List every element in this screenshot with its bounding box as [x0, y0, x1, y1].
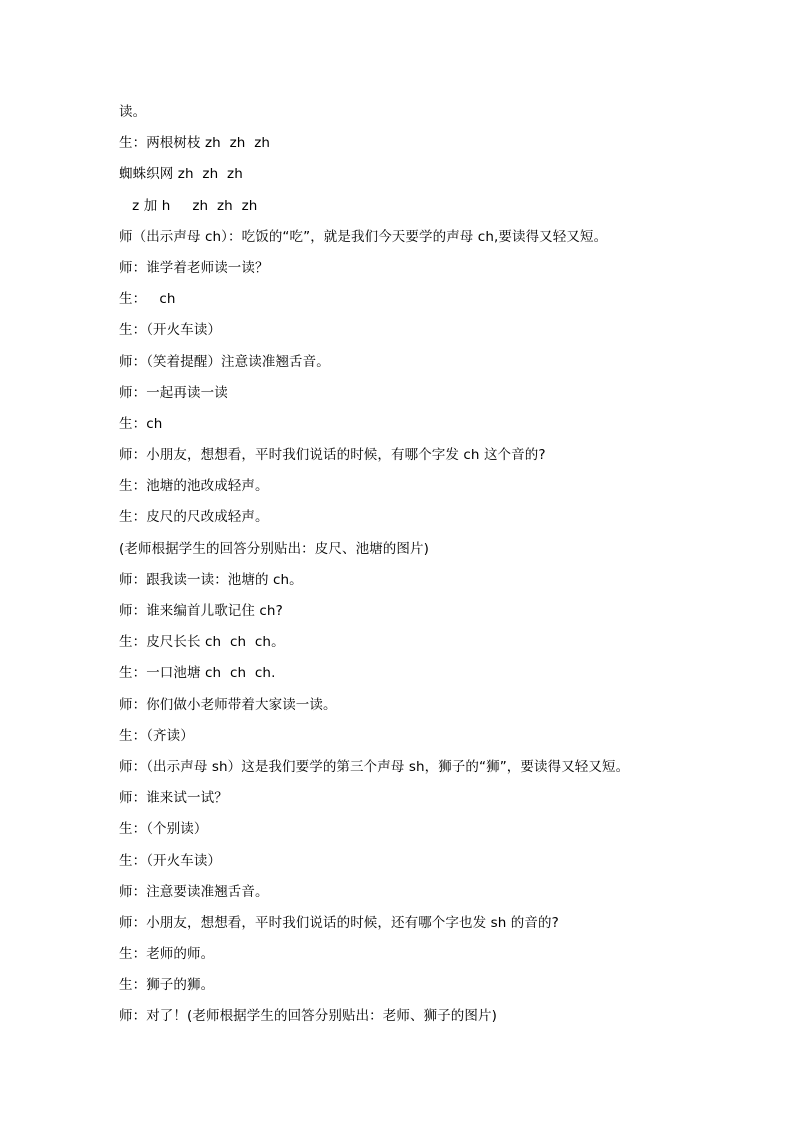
text-line: 生：ch	[119, 415, 163, 432]
text-line: 生：（齐读）	[119, 727, 194, 744]
text-line: 蜘蛛织网 zh zh zh	[119, 166, 243, 183]
text-line: 生：狮子的狮。	[119, 977, 215, 994]
text-line: 师：一起再读一读	[119, 384, 228, 401]
text-line: 师：小朋友，想想看，平时我们说话的时候，还有哪个字也发 sh 的音的?	[119, 914, 559, 931]
text-line: 师：对了！(老师根据学生的回答分别贴出：老师、狮子的图片)	[119, 1008, 497, 1025]
text-line: 师：谁来试一试？	[119, 790, 228, 807]
text-line: 生：皮尺的尺改成轻声。	[119, 509, 269, 526]
text-line: z 加 h zh zh zh	[119, 197, 258, 214]
text-line: 生： ch	[119, 291, 176, 308]
text-line: 师：小朋友，想想看，平时我们说话的时候，有哪个字发 ch 这个音的?	[119, 447, 546, 464]
text-line: 读。	[119, 104, 147, 120]
text-line: 生：一口池塘 ch ch ch.	[119, 665, 276, 682]
text-line: 生：两根树枝 zh zh zh	[119, 135, 271, 152]
text-line: 师：跟我读一读：池塘的 ch。	[119, 571, 303, 588]
dialogue-text	[119, 101, 759, 1037]
text-line: 师：谁来编首儿歌记住 ch?	[119, 603, 283, 619]
text-line: 生：皮尺长长 ch ch ch。	[119, 634, 285, 651]
text-line: 师：你们做小老师带着大家读一读。	[119, 696, 337, 713]
text-line: 师：（笑着提醒）注意读准翘舌音。	[119, 353, 330, 370]
text-line: 师：注意要读准翘舌音。	[119, 883, 269, 900]
text-line: 生：（开火车读）	[119, 852, 222, 869]
text-line: 生：（个别读）	[119, 821, 208, 838]
text-line: (老师根据学生的回答分别贴出：皮尺、池塘的图片)	[119, 540, 429, 557]
text-line: 师（出示声母 ch）：吃饭的“吃”，就是我们今天要学的声母 ch,要读得又轻又短。	[119, 228, 608, 245]
text-line: 生：池塘的池改成轻声。	[119, 478, 269, 495]
text-line: 生：老师的师。	[119, 946, 215, 963]
text-line: 师：谁学着老师读一读？	[119, 259, 269, 276]
text-line: 生：（开火车读）	[119, 322, 222, 339]
text-line: 师：（出示声母 sh）这是我们要学的第三个声母 sh，狮子的“狮”，要读得又轻又短。	[119, 758, 630, 775]
